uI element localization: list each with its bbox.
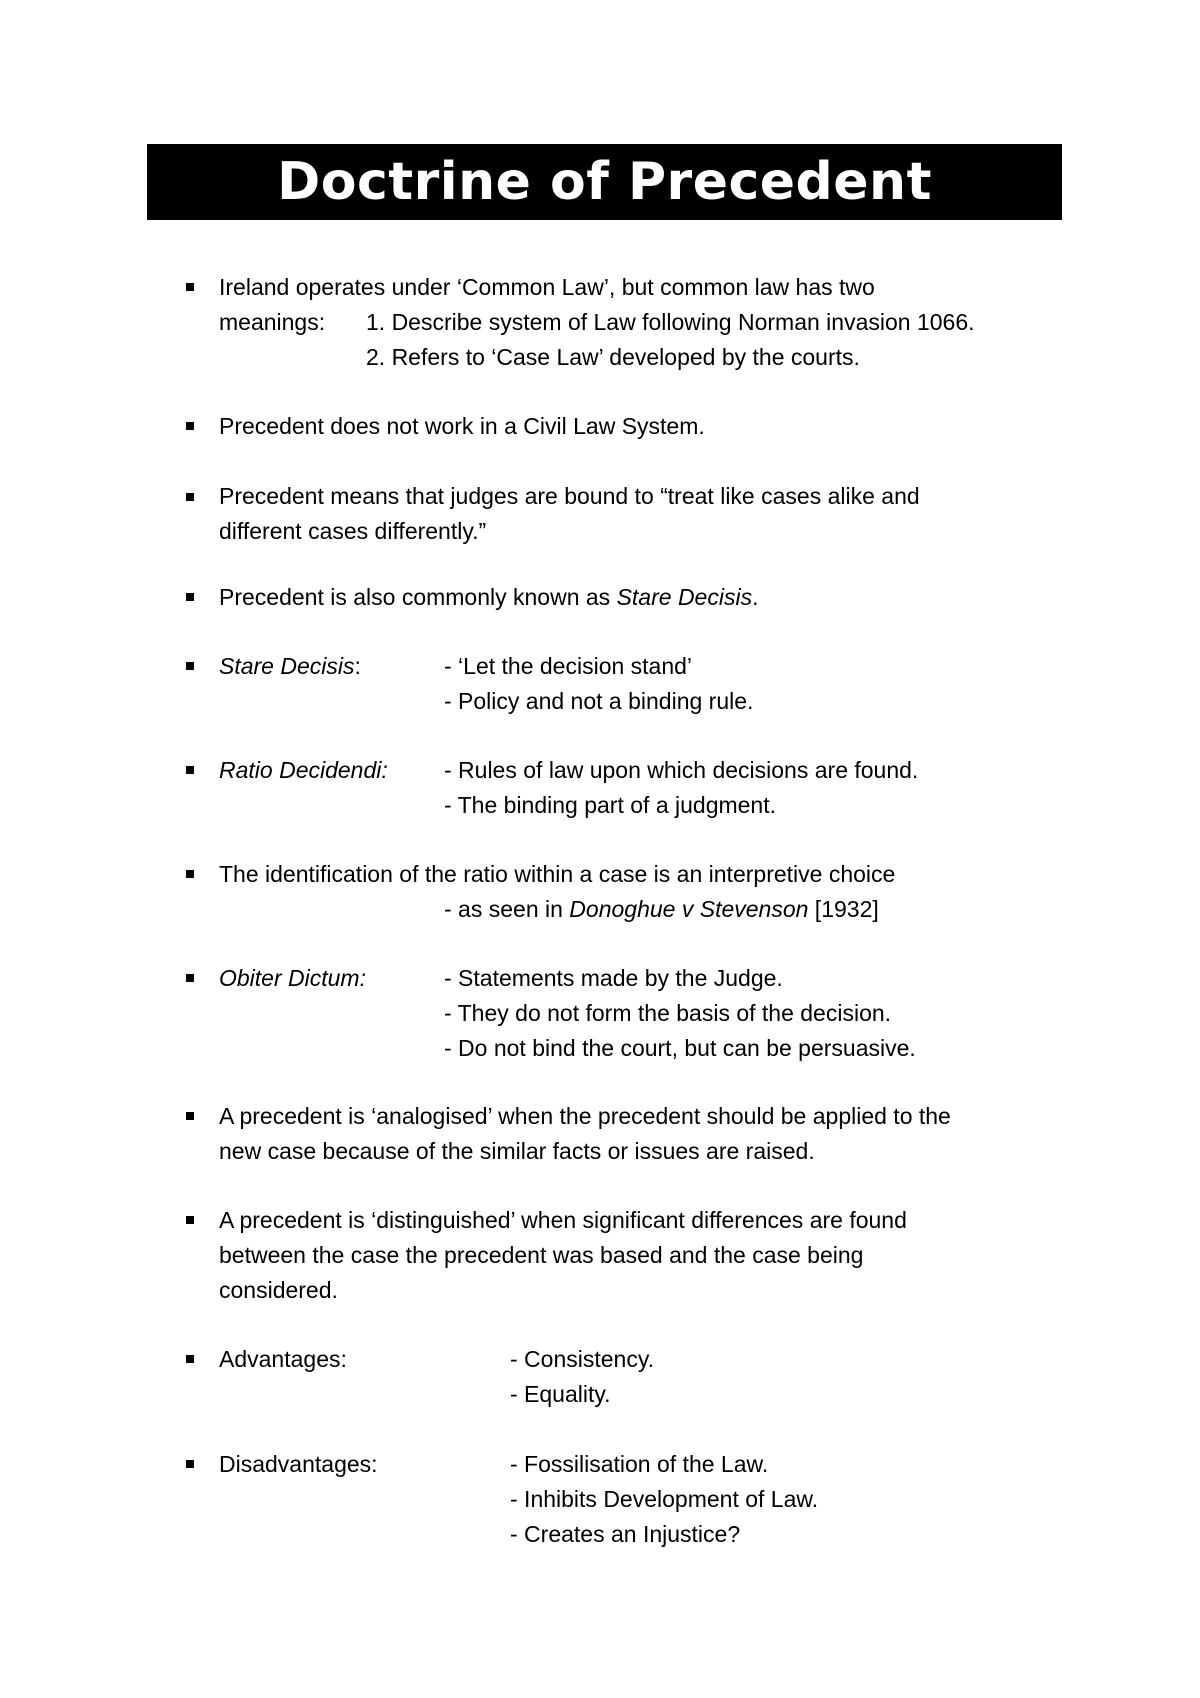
bullet-marker (186, 493, 194, 501)
identification-prefix: - as seen in (444, 896, 570, 922)
bullet-marker (186, 283, 194, 291)
ratio-term: Ratio Decidendi: (219, 757, 388, 783)
obiter-def-3: - Do not bind the court, but can be persuasive. (444, 1035, 916, 1061)
case-year: [1932] (808, 896, 879, 922)
common-law-meaning-2: 2. Refers to ‘Case Law’ developed by the courts. (366, 344, 860, 370)
bullet-marker (186, 974, 194, 982)
disadvantages-label: Disadvantages: (219, 1451, 378, 1477)
common-law-lead: meanings: (219, 309, 326, 335)
bullet-marker (186, 1112, 194, 1120)
bullet-marker (186, 870, 194, 878)
ratio-def-1: - Rules of law upon which decisions are found. (444, 757, 919, 783)
advantages-label: Advantages: (219, 1346, 347, 1372)
bullet-marker (186, 1460, 194, 1468)
disadvantages-item-1: - Fossilisation of the Law. (510, 1451, 769, 1477)
bullet-marker (186, 593, 194, 601)
stare-known-prefix: Precedent is also commonly known as (219, 584, 617, 610)
stare-decisis-term-line (219, 649, 361, 684)
distinguished-line1: A precedent is ‘distinguished’ when significant differences are found (219, 1207, 907, 1233)
bullet-marker (186, 662, 194, 670)
stare-known-suffix: . (752, 584, 759, 610)
distinguished-line2: between the case the precedent was based and the case being (219, 1242, 864, 1268)
bullet-marker (186, 1355, 194, 1363)
ratio-def-2: - The binding part of a judgment. (444, 792, 777, 818)
obiter-def-2: - They do not form the basis of the decision. (444, 1000, 892, 1026)
bullet-marker (186, 766, 194, 774)
case-name: Donoghue v Stevenson (569, 896, 809, 922)
analogised-line2: new case because of the similar facts or issues are raised. (219, 1138, 815, 1164)
stare-decisis-def-1: - ‘Let the decision stand’ (444, 653, 693, 679)
stare-known-line (219, 580, 758, 615)
stare-known-term: Stare Decisis (616, 584, 753, 610)
disadvantages-item-2: - Inhibits Development of Law. (510, 1486, 819, 1512)
distinguished-line3: considered. (219, 1277, 338, 1303)
identification-line1: The identification of the ratio within a case is an interpretive choice (219, 861, 896, 887)
obiter-term: Obiter Dictum: (219, 965, 366, 991)
bullet-marker (186, 1216, 194, 1224)
advantages-item-1: - Consistency. (510, 1346, 655, 1372)
common-law-line1: Ireland operates under ‘Common Law’, but common law has two (219, 274, 875, 300)
stare-decisis-colon: : (354, 653, 361, 679)
common-law-meaning-1: 1. Describe system of Law following Norman invasion 1066. (366, 309, 975, 335)
treat-like-line2: different cases differently.” (219, 518, 487, 544)
advantages-item-2: - Equality. (510, 1381, 611, 1407)
bullet-marker (186, 422, 194, 430)
analogised-line1: A precedent is ‘analogised’ when the precedent should be applied to the (219, 1103, 951, 1129)
treat-like-line1: Precedent means that judges are bound to “treat like cases alike and (219, 483, 920, 509)
disadvantages-item-3: - Creates an Injustice? (510, 1521, 741, 1547)
civil-law-text: Precedent does not work in a Civil Law System. (219, 413, 705, 439)
page-title: Doctrine of Precedent (277, 152, 932, 212)
obiter-def-1: - Statements made by the Judge. (444, 965, 783, 991)
stare-decisis-def-2: - Policy and not a binding rule. (444, 688, 754, 714)
stare-decisis-term: Stare Decisis (219, 653, 355, 679)
identification-case-line (444, 892, 879, 927)
